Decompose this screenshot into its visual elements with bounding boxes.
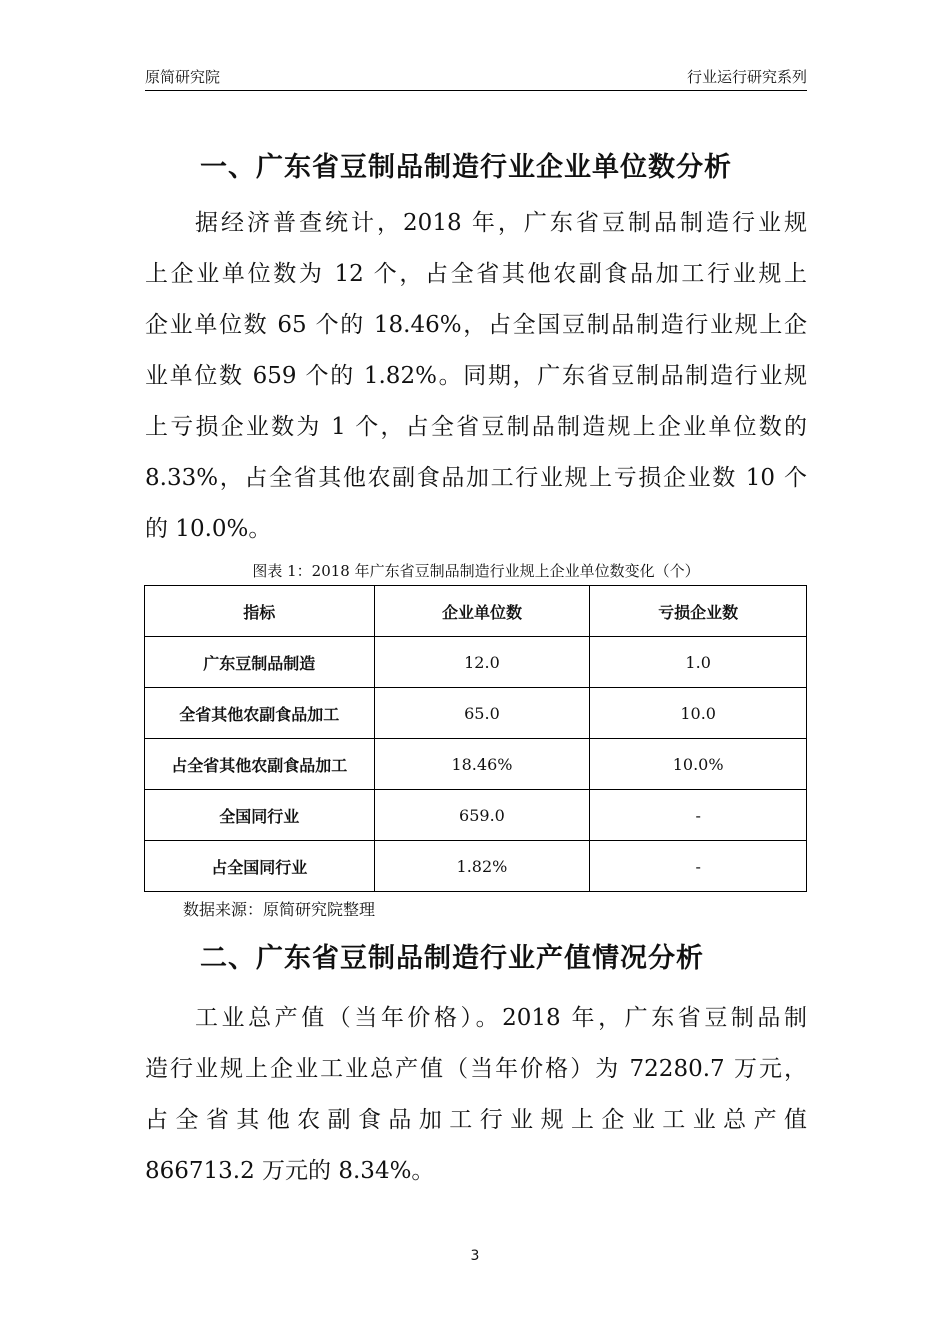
page-number: 3	[470, 1248, 480, 1264]
table-row	[145, 688, 807, 739]
data-table	[144, 585, 807, 892]
row-label: 全省其他农副食品加工	[145, 688, 375, 739]
section1-paragraph	[145, 198, 807, 555]
row-label: 全国同行业	[145, 790, 375, 841]
paragraph-line: 上亏损企业数为 1 个，占全省豆制品制造规上企业单位数的	[145, 414, 807, 440]
section2-paragraph	[145, 993, 807, 1197]
paragraph-line: 造行业规上企业工业总产值（当年价格）为 72280.7 万元，	[145, 1056, 807, 1082]
cell-value: 659.0	[374, 790, 590, 841]
table-caption: 图表 1：2018 年广东省豆制品制造行业规上企业单位数变化（个）	[252, 562, 700, 580]
column-header: 企业单位数	[374, 586, 590, 637]
cell-value: 1.82%	[374, 841, 590, 892]
row-label: 占全省其他农副食品加工	[145, 739, 375, 790]
paragraph-line: 的 10.0%。	[145, 516, 272, 542]
paragraph-line: 据经济普查统计，2018 年，广东省豆制品制造行业规	[195, 210, 807, 236]
row-label: 广东豆制品制造	[145, 637, 375, 688]
column-header: 亏损企业数	[590, 586, 807, 637]
paragraph-line: 占全省其他农副食品加工行业规上企业工业总产值	[145, 1107, 807, 1133]
column-header: 指标	[145, 586, 375, 637]
paragraph-line: 8.33%，占全省其他农副食品加工行业规上亏损企业数 10 个	[145, 465, 807, 491]
cell-value: 12.0	[374, 637, 590, 688]
paragraph-line: 866713.2 万元的 8.34%。	[145, 1158, 435, 1184]
paragraph-line: 业单位数 659 个的 1.82%。同期，广东省豆制品制造行业规	[145, 363, 807, 389]
table-row	[145, 841, 807, 892]
cell-value: -	[590, 790, 807, 841]
cell-value: 10.0	[590, 688, 807, 739]
cell-value: 18.46%	[374, 739, 590, 790]
table-row	[145, 739, 807, 790]
page-header	[145, 64, 807, 91]
table-header-row	[145, 586, 807, 637]
cell-value: -	[590, 841, 807, 892]
paragraph-line: 上企业单位数为 12 个，占全省其他农副食品加工行业规上	[145, 261, 807, 287]
section1-title: 一、广东省豆制品制造行业企业单位数分析	[200, 152, 732, 183]
header-series: 行业运行研究系列	[686, 68, 807, 86]
table-row	[145, 637, 807, 688]
header-org: 原简研究院	[145, 68, 221, 86]
section2-title: 二、广东省豆制品制造行业产值情况分析	[200, 943, 704, 974]
cell-value: 65.0	[374, 688, 590, 739]
cell-value: 1.0	[590, 637, 807, 688]
table-row	[145, 790, 807, 841]
cell-value: 10.0%	[590, 739, 807, 790]
row-label: 占全国同行业	[145, 841, 375, 892]
paragraph-line: 企业单位数 65 个的 18.46%，占全国豆制品制造行业规上企	[145, 312, 807, 338]
table-source: 数据来源：原简研究院整理	[183, 900, 376, 919]
paragraph-line: 工业总产值（当年价格）。2018 年，广东省豆制品制	[195, 1005, 807, 1031]
